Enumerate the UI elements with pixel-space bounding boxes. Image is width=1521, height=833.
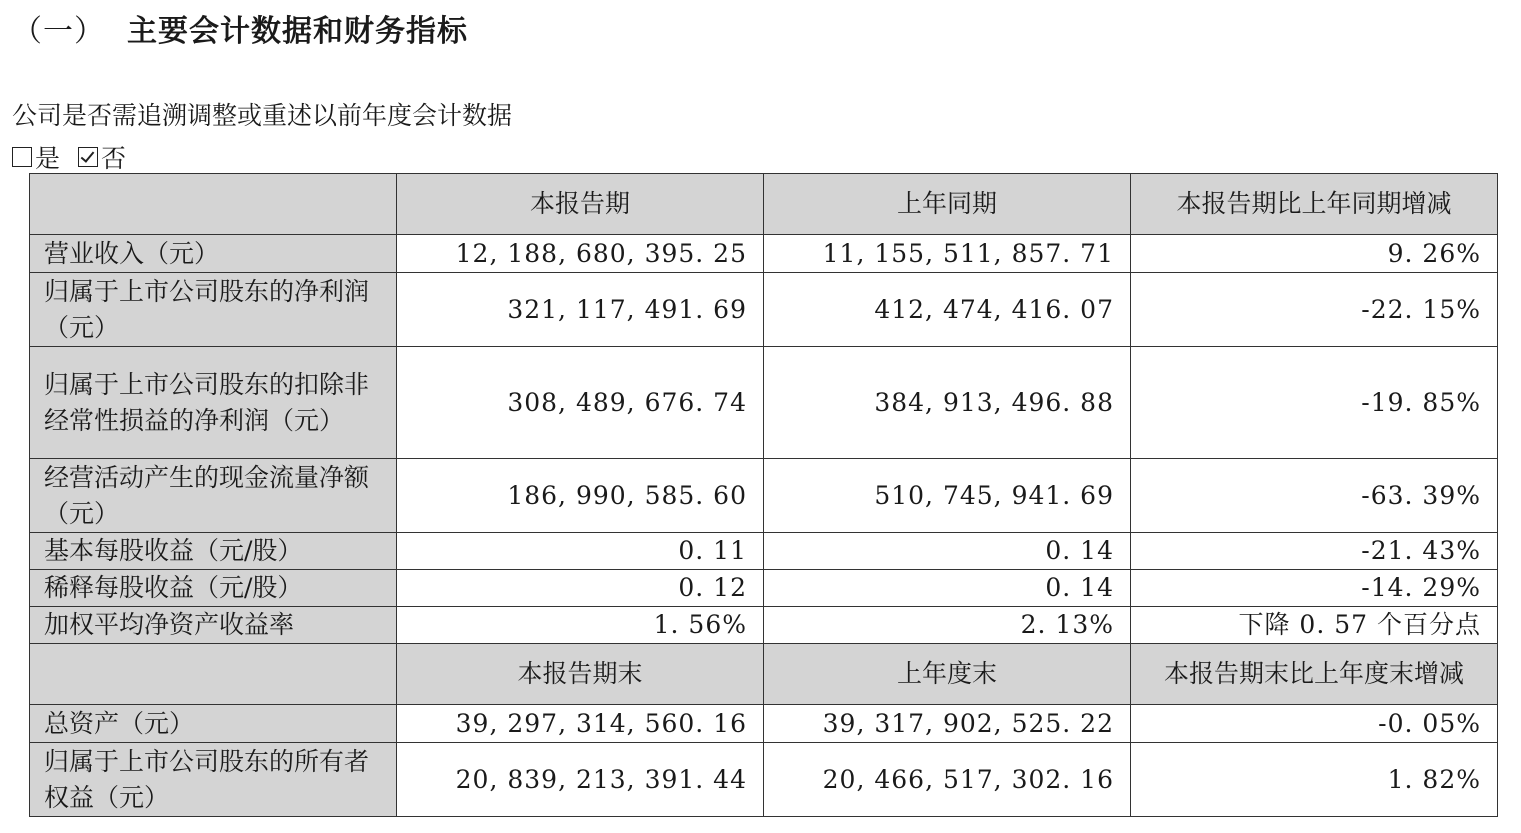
cell-change: 9. 26% <box>1131 235 1498 273</box>
header-cell-prior-year-end: 上年度末 <box>764 644 1131 705</box>
table-row <box>30 273 1498 347</box>
table-row <box>30 570 1498 607</box>
table-row <box>30 235 1498 273</box>
header-cell-current: 本报告期 <box>397 174 764 235</box>
table-row <box>30 347 1498 459</box>
cell-change: -22. 15% <box>1131 273 1498 347</box>
cell-current: 39, 297, 314, 560. 16 <box>397 705 764 743</box>
cell-prior: 0. 14 <box>764 570 1131 607</box>
cell-change: 1. 82% <box>1131 743 1498 817</box>
cell-current: 186, 990, 585. 60 <box>397 459 764 533</box>
cell-change: -0. 05% <box>1131 705 1498 743</box>
checkbox-yes[interactable] <box>12 147 32 167</box>
table-row <box>30 459 1498 533</box>
cell-prior: 0. 14 <box>764 533 1131 570</box>
row-label: 归属于上市公司股东的扣除非经常性损益的净利润（元） <box>30 347 397 459</box>
table-row <box>30 533 1498 570</box>
row-label: 营业收入（元） <box>30 235 397 273</box>
row-label: 基本每股收益（元/股） <box>30 533 397 570</box>
row-label: 总资产（元） <box>30 705 397 743</box>
row-label: 归属于上市公司股东的净利润（元） <box>30 273 397 347</box>
header-cell-period-end: 本报告期末 <box>397 644 764 705</box>
cell-prior: 20, 466, 517, 302. 16 <box>764 743 1131 817</box>
restatement-question: 公司是否需追溯调整或重述以前年度会计数据 <box>12 101 513 130</box>
financial-indicators-table <box>29 173 1498 817</box>
cell-current: 0. 11 <box>397 533 764 570</box>
cell-prior: 11, 155, 511, 857. 71 <box>764 235 1131 273</box>
row-label: 稀释每股收益（元/股） <box>30 570 397 607</box>
cell-change: 下降 0. 57 个百分点 <box>1131 607 1498 644</box>
cell-prior: 384, 913, 496. 88 <box>764 347 1131 459</box>
table-row <box>30 705 1498 743</box>
table-row <box>30 607 1498 644</box>
cell-current: 12, 188, 680, 395. 25 <box>397 235 764 273</box>
cell-prior: 39, 317, 902, 525. 22 <box>764 705 1131 743</box>
table-header-row <box>30 174 1498 235</box>
cell-current: 321, 117, 491. 69 <box>397 273 764 347</box>
option-yes-label: 是 <box>35 144 61 173</box>
option-no-label: 否 <box>101 144 127 173</box>
cell-change: -63. 39% <box>1131 459 1498 533</box>
checkbox-no[interactable] <box>78 147 98 167</box>
option-yes[interactable] <box>12 139 60 175</box>
cell-current: 0. 12 <box>397 570 764 607</box>
section-number: （一） <box>12 14 105 49</box>
row-label: 加权平均净资产收益率 <box>30 607 397 644</box>
header-cell-prior: 上年同期 <box>764 174 1131 235</box>
header-cell-change-period-end: 本报告期末比上年度末增减 <box>1131 644 1498 705</box>
section-heading <box>12 6 468 50</box>
table-subheader-row <box>30 644 1498 705</box>
header-cell-change: 本报告期比上年同期增减 <box>1131 174 1498 235</box>
cell-current: 20, 839, 213, 391. 44 <box>397 743 764 817</box>
cell-current: 308, 489, 676. 74 <box>397 347 764 459</box>
row-label: 归属于上市公司股东的所有者权益（元） <box>30 743 397 817</box>
section-title: 主要会计数据和财务指标 <box>127 14 468 49</box>
cell-prior: 412, 474, 416. 07 <box>764 273 1131 347</box>
cell-change: -19. 85% <box>1131 347 1498 459</box>
cell-current: 1. 56% <box>397 607 764 644</box>
cell-change: -14. 29% <box>1131 570 1498 607</box>
row-label: 经营活动产生的现金流量净额（元） <box>30 459 397 533</box>
cell-change: -21. 43% <box>1131 533 1498 570</box>
table-row <box>30 743 1498 817</box>
header-cell-blank <box>30 644 397 705</box>
cell-prior: 2. 13% <box>764 607 1131 644</box>
restatement-options <box>12 139 144 175</box>
option-no[interactable] <box>78 139 126 175</box>
cell-prior: 510, 745, 941. 69 <box>764 459 1131 533</box>
header-cell-blank <box>30 174 397 235</box>
